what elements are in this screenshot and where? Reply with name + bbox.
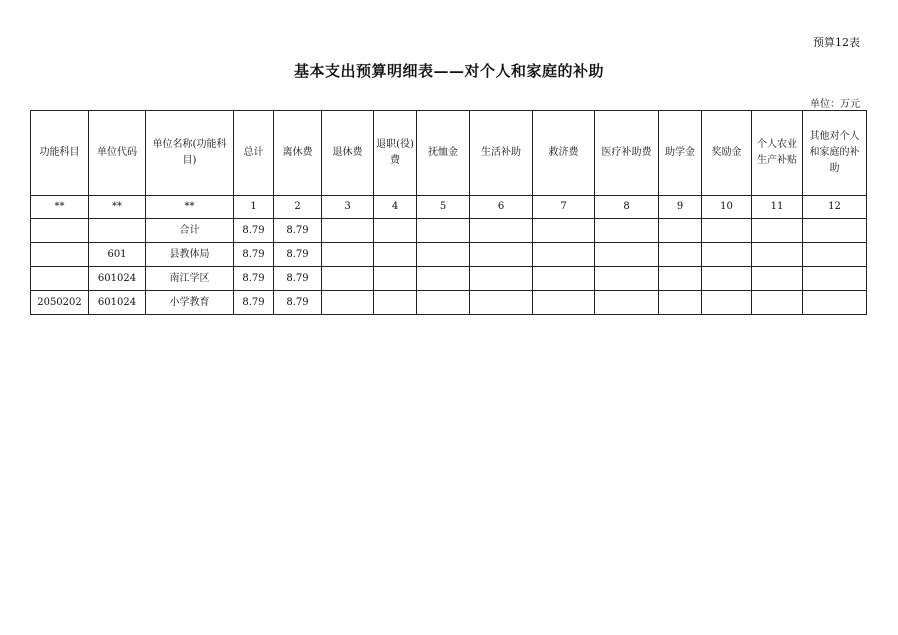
index-cell: 4: [374, 196, 417, 219]
table-cell: [322, 267, 374, 291]
table-cell: 县教体局: [146, 243, 234, 267]
table-cell: [322, 291, 374, 315]
table-cell: [533, 243, 595, 267]
table-cell: [533, 291, 595, 315]
index-cell: 6: [470, 196, 533, 219]
table-cell: [533, 267, 595, 291]
header-cell: 功能科目: [31, 111, 89, 196]
table-cell: [702, 267, 752, 291]
table-cell: [322, 243, 374, 267]
table-cell: [322, 219, 374, 243]
table-cell: [533, 219, 595, 243]
index-cell: 1: [234, 196, 274, 219]
table-cell: 8.79: [274, 267, 322, 291]
table-cell: [31, 219, 89, 243]
page-title: 基本支出预算明细表——对个人和家庭的补助: [293, 62, 604, 80]
table-cell: 601: [89, 243, 146, 267]
table-cell: 601024: [89, 267, 146, 291]
table-cell: 8.79: [234, 291, 274, 315]
table-cell: [417, 291, 470, 315]
table-cell: [595, 267, 659, 291]
index-cell: 11: [752, 196, 803, 219]
table-row: [31, 291, 867, 315]
table-row: [31, 243, 867, 267]
table-cell: [659, 291, 702, 315]
index-cell: **: [146, 196, 234, 219]
header-cell: 退职(役)费: [374, 111, 417, 196]
table-cell: 8.79: [234, 243, 274, 267]
table-cell: [803, 219, 867, 243]
table-cell: [752, 267, 803, 291]
budget-table: [30, 110, 867, 315]
index-cell: 10: [702, 196, 752, 219]
table-cell: [752, 219, 803, 243]
table-cell: 601024: [89, 291, 146, 315]
table-cell: [417, 219, 470, 243]
index-cell: 12: [803, 196, 867, 219]
table-cell: [752, 243, 803, 267]
header-cell: 生活补助: [470, 111, 533, 196]
table-cell: [595, 243, 659, 267]
table-cell: [659, 267, 702, 291]
table-cell: [374, 267, 417, 291]
header-cell: 救济费: [533, 111, 595, 196]
index-cell: 5: [417, 196, 470, 219]
table-cell: [470, 243, 533, 267]
table-cell: [595, 219, 659, 243]
table-cell: [470, 291, 533, 315]
header-cell: 个人农业生产补贴: [752, 111, 803, 196]
header-cell: 其他对个人和家庭的补助: [803, 111, 867, 196]
table-cell: 8.79: [274, 219, 322, 243]
index-cell: **: [31, 196, 89, 219]
table-cell: [417, 267, 470, 291]
table-cell: [31, 243, 89, 267]
table-row: [31, 219, 867, 243]
table-cell: [31, 267, 89, 291]
table-cell: 8.79: [234, 267, 274, 291]
table-cell: 合计: [146, 219, 234, 243]
table-cell: [470, 219, 533, 243]
table-cell: [374, 219, 417, 243]
index-cell: **: [89, 196, 146, 219]
header-cell: 助学金: [659, 111, 702, 196]
table-cell: [803, 267, 867, 291]
index-cell: 2: [274, 196, 322, 219]
header-cell: 奖励金: [702, 111, 752, 196]
header-cell: 总计: [234, 111, 274, 196]
table-cell: [595, 291, 659, 315]
index-cell: 9: [659, 196, 702, 219]
header-cell: 离休费: [274, 111, 322, 196]
table-cell: [702, 243, 752, 267]
table-cell: [803, 291, 867, 315]
table-cell: [417, 243, 470, 267]
table-cell: [374, 291, 417, 315]
table-row: [31, 267, 867, 291]
table-cell: [470, 267, 533, 291]
header-cell: 抚恤金: [417, 111, 470, 196]
table-cell: [659, 219, 702, 243]
table-cell: [89, 219, 146, 243]
header-cell: 退休费: [322, 111, 374, 196]
index-cell: 8: [595, 196, 659, 219]
table-cell: [702, 219, 752, 243]
table-cell: [752, 291, 803, 315]
table-cell: [702, 291, 752, 315]
table-cell: 2050202: [31, 291, 89, 315]
header-row: [31, 111, 867, 196]
table-cell: [374, 243, 417, 267]
table-cell: [803, 243, 867, 267]
form-number: 预算12表: [813, 36, 860, 49]
table-cell: [659, 243, 702, 267]
index-cell: 7: [533, 196, 595, 219]
table-cell: 南江学区: [146, 267, 234, 291]
table-cell: 小学教育: [146, 291, 234, 315]
index-row: [31, 196, 867, 219]
unit-label: 单位：万元: [810, 99, 860, 110]
table-cell: 8.79: [234, 219, 274, 243]
header-cell: 单位名称(功能科目): [146, 111, 234, 196]
header-cell: 单位代码: [89, 111, 146, 196]
index-cell: 3: [322, 196, 374, 219]
table-cell: 8.79: [274, 243, 322, 267]
header-cell: 医疗补助费: [595, 111, 659, 196]
table-cell: 8.79: [274, 291, 322, 315]
